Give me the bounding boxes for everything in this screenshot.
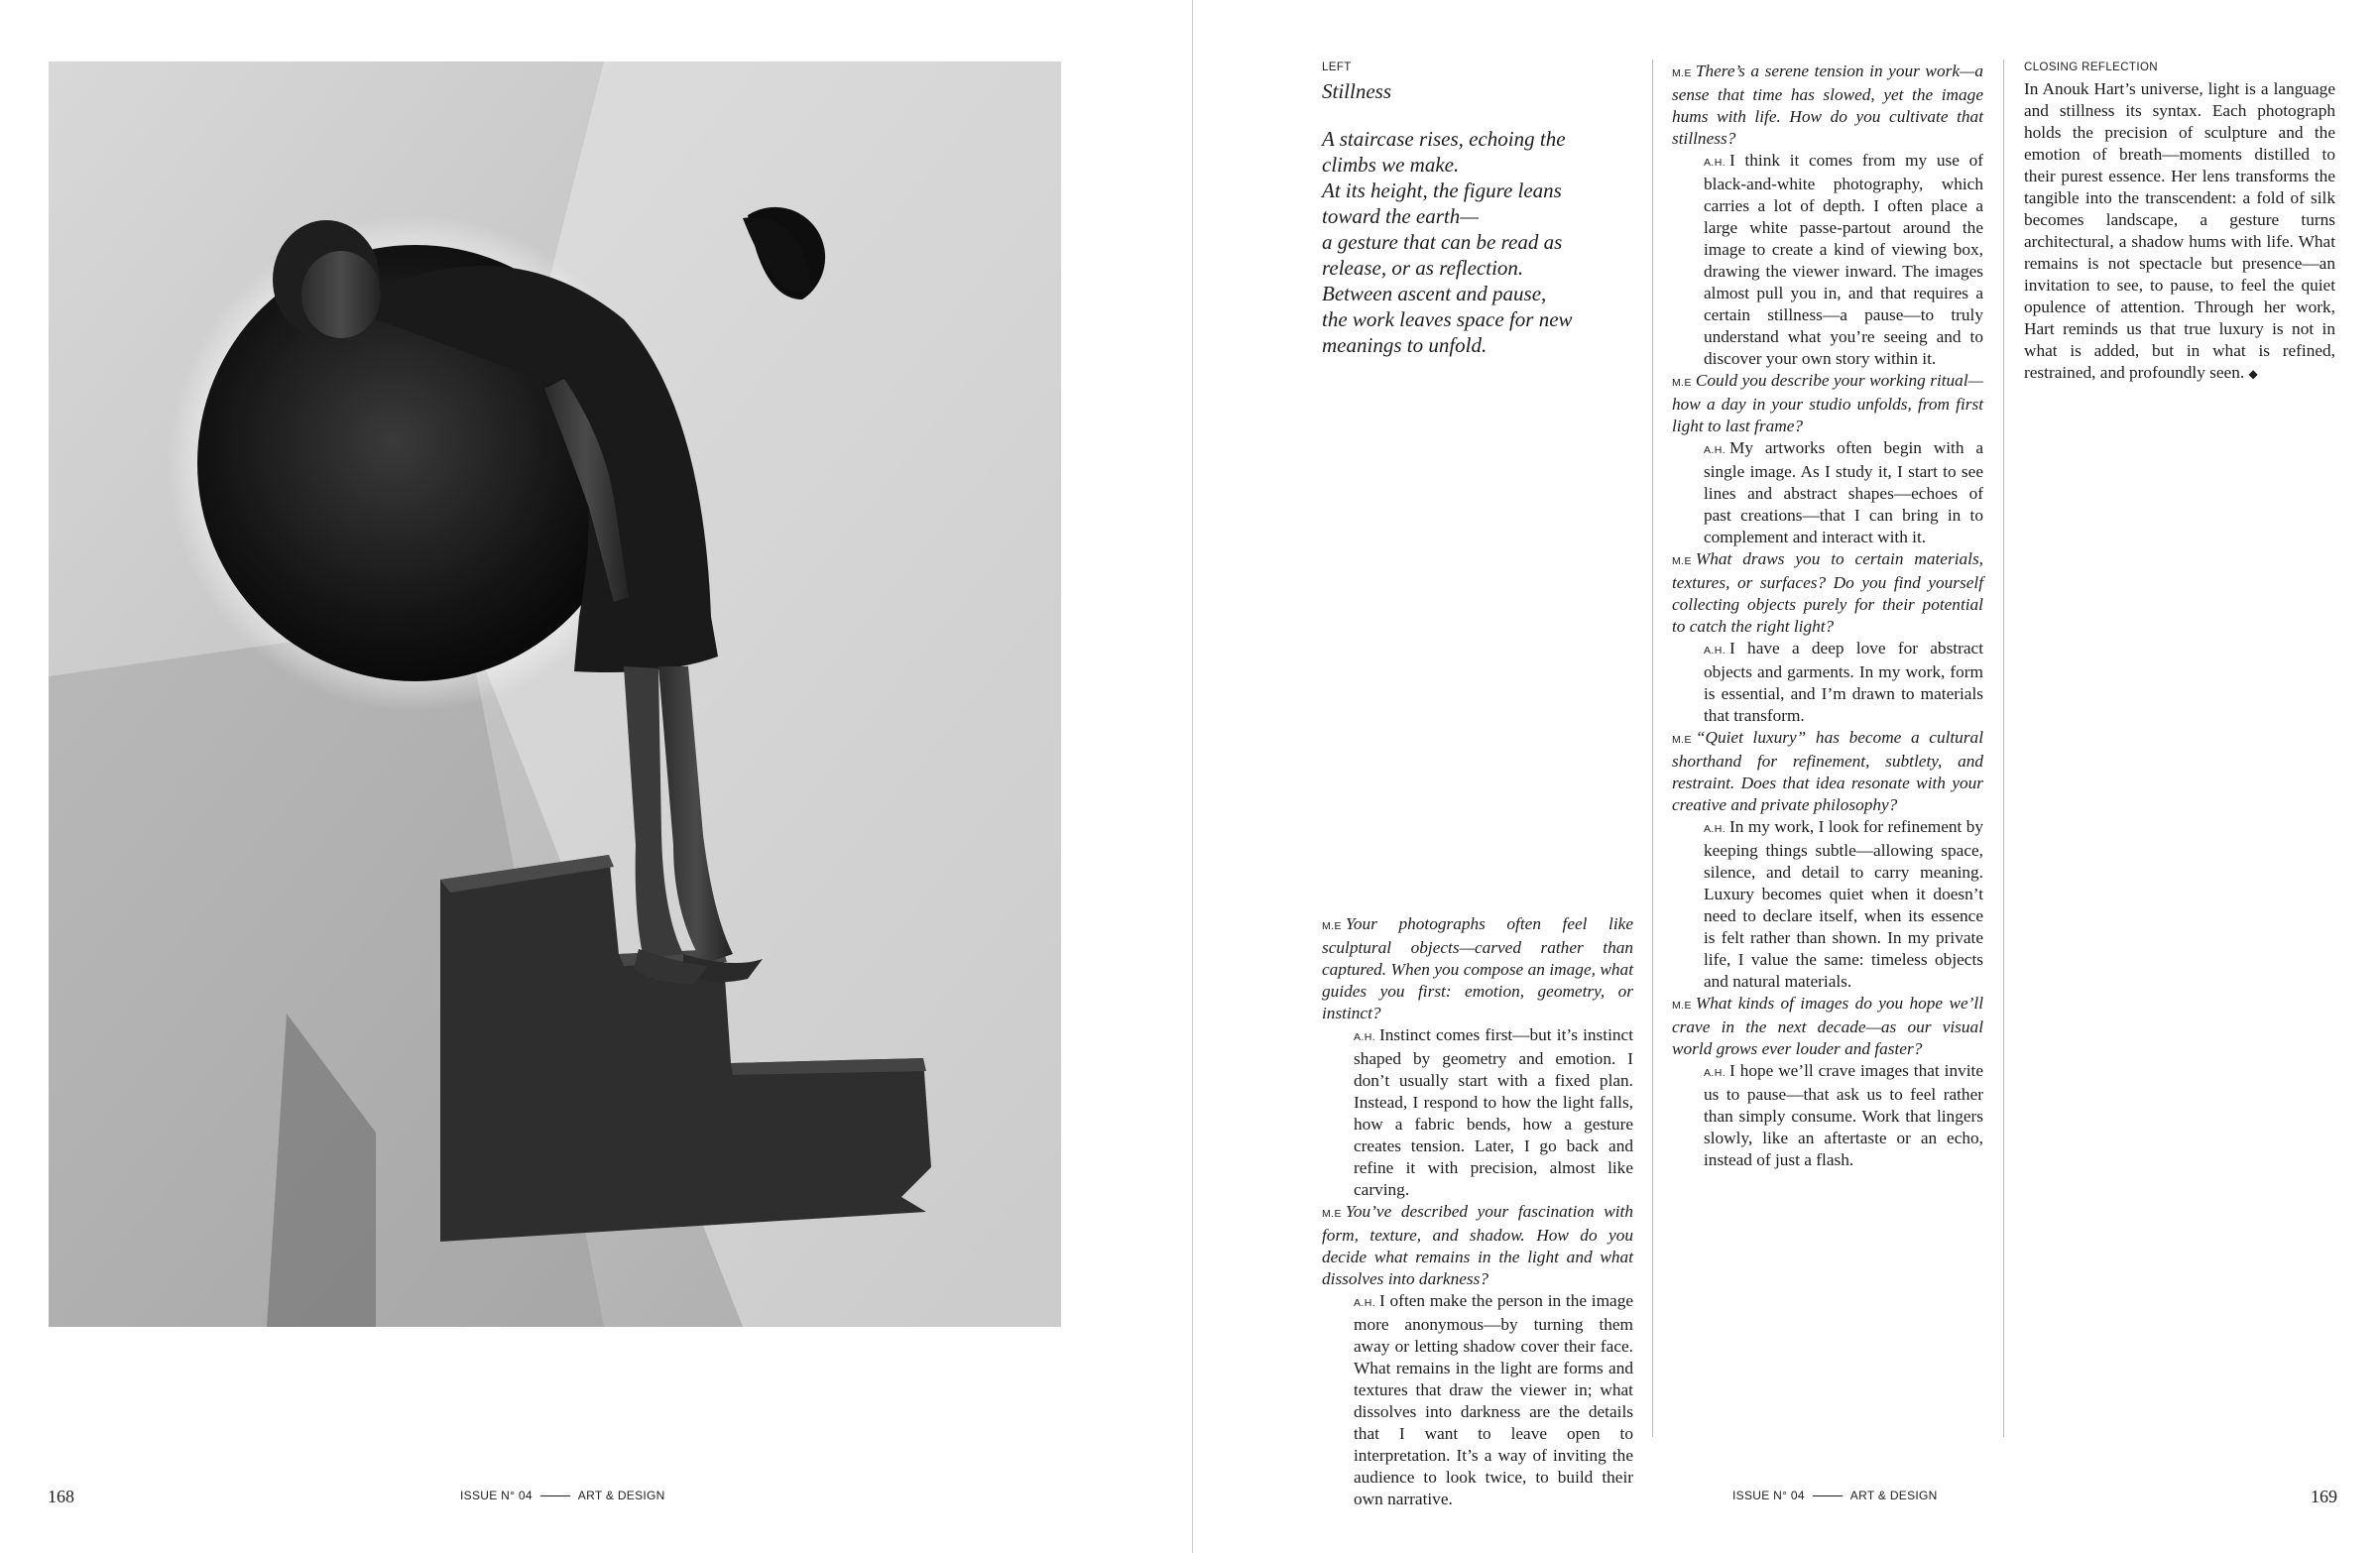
section-label: ART & DESIGN	[577, 1489, 665, 1502]
interview-part-one	[1322, 913, 1633, 1510]
question-text: What kinds of images do you hope we’ll crave in the next decade—as our visual world grows ever louder and faster?	[1672, 994, 1983, 1058]
poem-line: climbs we make.	[1322, 153, 1460, 177]
interview-answer	[1322, 1024, 1633, 1201]
poem-line: Between ascent and pause,	[1322, 282, 1547, 305]
artist-tag: A.H.	[1354, 1297, 1376, 1309]
interview-answer	[1672, 1060, 1983, 1171]
interview-question	[1322, 1201, 1633, 1290]
interviewer-tag: M.E	[1672, 67, 1692, 79]
page-number-right: 169	[2311, 1487, 2337, 1506]
issue-label: ISSUE N° 04	[1732, 1489, 1805, 1502]
interview-question	[1672, 548, 1983, 638]
column-rule	[2003, 60, 2004, 1437]
interview-question	[1672, 993, 1983, 1060]
poem-line: release, or as reflection.	[1322, 256, 1524, 280]
question-text: Could you describe your working ritual—how a day in your studio unfolds, from first light to last frame?	[1672, 371, 1983, 435]
closing-paragraph: In Anouk Hart’s universe, light is a language and stillness its syntax. Each photograph holds the precision of sculpture and the emotion of breath—moments distilled to their purest essence. Her lens transforms the tangible into the transcendent: a fold of silk becomes landscape, a gesture turns architectural, a shadow hums with life. What remains is not spectacle but presence—an invitation to see, to pause, to feel the quiet opulence of attention. Through her work, Hart reminds us that true luxury is not in what is added, but in what is refined, restrained, and profoundly seen.	[2024, 79, 2335, 382]
poem	[1322, 126, 1633, 358]
poem-line: meanings to unfold.	[1322, 333, 1488, 357]
answer-text: In my work, I look for refinement by keeping things subtle—allowing space, silence, and detail to carry meaning. Luxury becomes quiet when it doesn’t need to declare itself, when its essence is felt rather than shown. In my private life, I value the same: timeless objects and natural materials.	[1704, 817, 1983, 991]
interview-answer	[1672, 816, 1983, 993]
kicker-closing-reflection: CLOSING REFLECTION	[2024, 61, 2158, 73]
artist-tag: A.H.	[1704, 645, 1726, 657]
poem-line: At its height, the figure leans	[1322, 179, 1562, 202]
answer-text: Instinct comes first—but it’s instinct shaped by geometry and emotion. I don’t usually start with a fixed plan. Instead, I respond to how the light falls, how a fabric bends, how a gesture creates tension. Later, I go back and refine it with precision, almost like carving.	[1354, 1025, 1633, 1199]
question-text: What draws you to certain materials, textures, or surfaces? Do you find yourself collecting objects purely for their potential to catch the right light?	[1672, 549, 1983, 636]
running-footer-left	[460, 1489, 665, 1502]
interviewer-tag: M.E	[1672, 1000, 1692, 1012]
figure-on-staircase-image	[49, 61, 1061, 1327]
question-text: You’ve described your fascination with form, texture, and shadow. How do you decide what remains in the light and what dissolves into darkness?	[1322, 1202, 1633, 1288]
poem-line: a gesture that can be read as	[1322, 230, 1563, 254]
column-rule	[1652, 60, 1653, 1437]
interview-answer	[1672, 638, 1983, 727]
artist-tag: A.H.	[1704, 157, 1726, 169]
artwork-title: Stillness	[1322, 79, 1392, 103]
running-footer-right	[1732, 1489, 1938, 1502]
answer-text: I think it comes from my use of black-and-white photography, which carries a lot of depth. I often place a large white passe-partout around the image to create a kind of viewing box, drawing the viewer inward. The images almost pull you in, and that requires a certain stillness—a pause—to truly understand what you’re seeing and to discover your own story within it.	[1704, 151, 1983, 368]
answer-text: I hope we’ll crave images that invite us to pause—that ask us to feel rather than simply consume. Work that lingers slowly, like an aftertaste or an echo, instead of just a flash.	[1704, 1061, 1983, 1169]
interview-question	[1322, 913, 1633, 1024]
artist-tag: A.H.	[1354, 1031, 1376, 1043]
answer-text: I have a deep love for abstract objects and garments. In my work, form is essential, and I’m drawn to materials that transform.	[1704, 639, 1983, 725]
end-mark-icon: ◆	[2248, 367, 2258, 381]
column-two	[1672, 60, 1983, 1171]
artist-tag: A.H.	[1704, 444, 1726, 456]
kicker-left: LEFT	[1322, 61, 1352, 73]
column-one	[1322, 60, 1633, 1508]
closing-reflection-text	[2024, 78, 2335, 385]
question-text: “Quiet luxury” has become a cultural shorthand for refinement, subtlety, and restraint. Does that idea resonate with your creative and private philosophy?	[1672, 728, 1983, 814]
page-number-left: 168	[48, 1487, 74, 1506]
poem-line: A staircase rises, echoing the	[1322, 127, 1566, 151]
footer-rule	[1813, 1495, 1843, 1496]
poem-line: the work leaves space for new	[1322, 307, 1573, 331]
interviewer-tag: M.E	[1672, 555, 1692, 567]
artwork-photograph	[49, 61, 1061, 1327]
interview-question	[1672, 370, 1983, 437]
column-three	[2024, 60, 2335, 385]
question-text: There’s a serene tension in your work—a sense that time has slowed, yet the image hums with life. How do you cultivate that stillness?	[1672, 61, 1983, 148]
interview-question	[1672, 60, 1983, 150]
interview-answer	[1322, 1290, 1633, 1510]
interviewer-tag: M.E	[1322, 1208, 1342, 1220]
interview-answer	[1672, 437, 1983, 548]
interviewer-tag: M.E	[1672, 377, 1692, 389]
section-label: ART & DESIGN	[1849, 1489, 1938, 1502]
question-text: Your photographs often feel like sculptural objects—carved rather than captured. When you compose an image, what guides you first: emotion, geometry, or instinct?	[1322, 914, 1633, 1022]
issue-label: ISSUE N° 04	[460, 1489, 533, 1502]
answer-text: My artworks often begin with a single image. As I study it, I start to see lines and abstract shapes—echoes of past creations—that I can bring in to complement and interact with it.	[1704, 438, 1983, 546]
artist-tag: A.H.	[1704, 1067, 1726, 1079]
poem-line: toward the earth—	[1322, 204, 1479, 228]
interviewer-tag: M.E	[1322, 920, 1342, 932]
interview-question	[1672, 727, 1983, 816]
page-gutter	[1192, 0, 1193, 1553]
footer-rule	[540, 1495, 570, 1496]
answer-text: I often make the person in the image more anonymous—by turning them away or letting shadow cover their face. What remains in the light are forms and textures that draw the viewer in; what dissolves into darkness are the details that I want to leave open to interpretation. It’s a way of inviting the audience to look twice, to build their own narrative.	[1354, 1291, 1633, 1508]
interview-answer	[1672, 150, 1983, 370]
artist-tag: A.H.	[1704, 823, 1726, 835]
interviewer-tag: M.E	[1672, 734, 1692, 746]
